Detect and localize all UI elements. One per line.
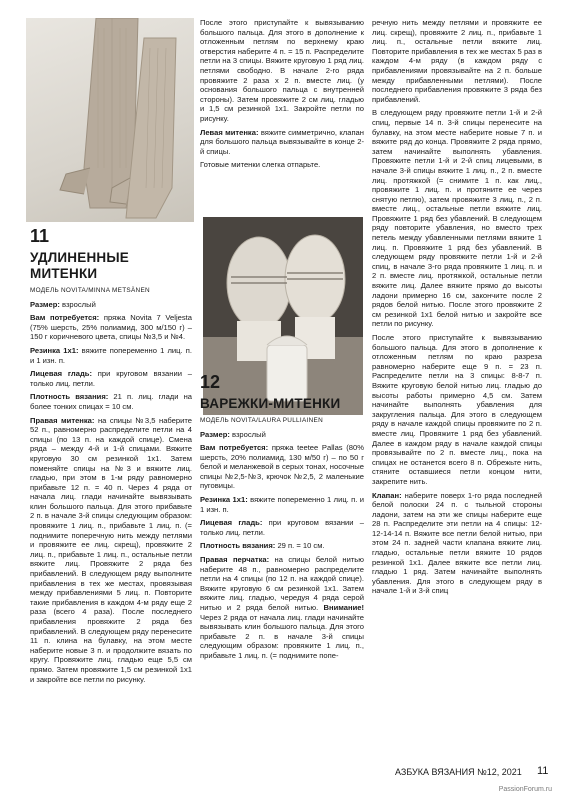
right-glove-value: на спицы белой нитью наберите 48 п., равномерно распределите петли на 4 спицы (по 12 п. на каждой спице). Вяжите круговую 6 см резинкой 1х1. Затем вяжите лиц. гладью, чередуя 4 ряда серой нитью и 2 ряда белой нитью. bbox=[200, 555, 364, 612]
attention-value: Через 2 ряда от начала лиц. глади начинайте вывязывать клин большого пальца. Для этого прибавьте 2 п. в начале 3-й спицы следующим образом: провяжите 1 лиц. п., прибавьте 1 лиц. п. (= поднимите попе- bbox=[200, 612, 364, 660]
right-mitten-label: Правая митенка: bbox=[30, 415, 95, 425]
mittens-illustration bbox=[26, 18, 194, 222]
left-mitten-paragraph bbox=[200, 128, 364, 157]
thumb-paragraph-12: После этого приступайте к вывязыванию большого пальца. Для этого в дополнение к отложенным петлям по краю разреза равномерно наберите еще 9 п. = 23 п. Распределите петли на 3 спицы: 8-8-7 п. Вяжите круговую белой нитью лиц. гладью до высоты работы примерно 4,5 см. Затем начинайте выполнять убавления для закругления пальца. Для этого в следующем ряду в начале каждой спицы провяжите по 2 п. вместе лиц. Провяжите 1 ряд без убавлений. Далее в каждом ряду в начале каждой спицы провязывайте по 2 п. вместе лиц., пока на спицах не останется всего 8 п. Обрежьте нить, стяните оставшиеся петли концом нити, закрепите нить. bbox=[372, 333, 542, 486]
column-1 bbox=[30, 226, 192, 688]
rib-paragraph bbox=[30, 346, 192, 365]
requirements-paragraph bbox=[30, 313, 192, 342]
size-value-12: взрослый bbox=[232, 429, 266, 439]
flap-value: наберите поверх 1-го ряда последней белой полоски 24 п. с тыльной стороны ладони, затем на эти же спицы наберите еще 28 п. Распределите эти петли на 4 спицы: 12-12-14-14 п. Вяжите все петли белой нитью, при этом 24 п. задней части клапана вяжите лиц. гладью, остальные петли вяжите 10 рядов резинкой 1х1. Далее вяжите все петли лиц. гладью 1 ряд. Затем начинайте выполнять убавления. Для этого в следующем ряду в начале 1-й и 3-й спиц bbox=[372, 490, 542, 596]
density-value: 21 п. лиц. глади на более тонких спицах = 10 см. bbox=[30, 392, 192, 411]
rib-label: Резинка 1х1: bbox=[30, 345, 79, 355]
pattern-number-12: 12 bbox=[200, 371, 221, 392]
left-mitten-value: вяжите симметрично, клапан для большого пальца вывязывайте в конце 2-й спицы. bbox=[200, 127, 364, 156]
density-label: Плотность вязания: bbox=[30, 392, 109, 402]
decrease-paragraph: В следующем ряду провяжите петли 1-й и 2-й спиц, первые 14 п. 3-й спицы перенесите на булавку, на этом месте наберите новые 7 п. и вяжите ряд до конца. Провяжите 2 ряда прямо, затем начинайте выполнять убавления. Провяжите петли 1-й и 2-й спиц лицевыми, в начале 3-й спицы вяжите 1 лиц. п., 2 п. вместе лиц. протяжкой (= снимите 1 п. как лиц., провяжите 1 лиц. п. и протяните ее через снятую петлю), затем провяжите 3 лиц. п., 2 п. вместе лиц., остальные петли вяжите лиц. Провяжите 1 ряд без убавлений. В следующем ряду повторите убавления, но вместо трех петель между убавленными петлями вяжите 1 лиц. п. Провяжите 1 ряд без убавлений. В следующем ряду провяжите петли 1-й и 2-й спиц, в начале 3-го ряда провяжите 1 лиц. п. и 2 п. вместе лиц. протяжкой, остальные петли вяжите лиц. Далее вяжите прямо до высоты ладони примерно 16 см, закончите после 2 рядов белой нитью. После этого провяжите 2 см резинкой 1х1 белой нитью и закройте все петли по рисунку. bbox=[372, 108, 542, 329]
rib-label-12: Резинка 1х1: bbox=[200, 495, 248, 505]
photo-spacer bbox=[200, 174, 364, 372]
density-paragraph bbox=[30, 392, 192, 411]
requirements-paragraph-12 bbox=[200, 443, 364, 491]
stockinette-paragraph-12 bbox=[200, 518, 364, 537]
stockinette-value-12: при круговом вязании – только лиц. петли. bbox=[200, 518, 364, 537]
requirements-value: пряжа Novita 7 Veljesta (75% шерсть, 25% полиамид, 300 м/150 г) – 150 г коричневого цвета, спицы №3,5 и №4. bbox=[30, 313, 192, 342]
column-3 bbox=[372, 18, 542, 600]
rib-paragraph-12 bbox=[200, 495, 364, 514]
watermark: PassionForum.ru bbox=[498, 786, 552, 793]
stockinette-value: при круговом вязании – только лиц. петли. bbox=[30, 369, 192, 388]
pattern-title-11: УДЛИНЕННЫЕ МИТЕНКИ bbox=[30, 250, 129, 281]
density-label-12: Плотность вязания: bbox=[200, 541, 276, 551]
pattern-title-12: ВАРЕЖКИ-МИТЕНКИ bbox=[200, 395, 341, 411]
left-mitten-label: Левая митенка: bbox=[200, 127, 259, 137]
size-paragraph-12 bbox=[200, 430, 364, 440]
right-mitten-paragraph bbox=[30, 416, 192, 685]
pattern-model-11: МОДЕЛЬ NOVITA/MINNA METSÄNEN bbox=[30, 287, 150, 294]
finishing-paragraph: Готовые митенки слегка отпарьте. bbox=[200, 160, 321, 170]
right-mitten-value: на спицы №3,5 наберите 52 п., равномерно распределите петли на 4 спицы (по 13 п. на каждой спице). Смена ряда – между 4-й и 1-й спицами. Вяжите круговую 30 см резинкой 1х1. Затем поменяйте спицы на №3 и вяжите лиц. гладью, при этом в 1-м ряду равномерно прибавьте 12 п. = 40 п. Через 4 ряда от начала лиц. глади начинайте вывязывать клин большого пальца. Для этого прибавьте 2 п. в начале 3-й спицы следующим образом: провяжите 1 лиц. п., прибавьте 1 лиц. п. (= поднимите поперечную нить между петлями и провяжите ее лиц. скрещ), провяжите 2 лиц. п., прибавьте 1 лиц. п., остальные петли вяжите лиц. Провяжите 2 ряда без прибавлений. В следующем ряду выполните прибавления в тех же местах, провязывая между прибавлениями 5 лиц. п. Повторите такие прибавления в каждом 4-м ряду еще 2 раза (всего 4 раза). После последнего прибавления провяжите 2 ряда без прибавлений. В следующем ряду перенесите 11 п. клина на булавку, на этом месте наберите новые 3 п. и продолжите вязать по кругу. Провяжите лиц. гладью еще 5,5 см прямо. Затем провяжите 1,5 см резинкой 1х1 и закройте все петли по рисунку. bbox=[30, 415, 192, 684]
size-label-12: Размер: bbox=[200, 429, 230, 439]
stockinette-paragraph bbox=[30, 369, 192, 388]
stockinette-label: Лицевая гладь: bbox=[30, 369, 92, 379]
pattern-number-11: 11 bbox=[30, 226, 50, 246]
requirements-label: Вам потребуется: bbox=[30, 313, 100, 323]
rib-value: вяжите попеременно 1 лиц. п. и 1 изн. п. bbox=[30, 345, 192, 365]
size-value: взрослый bbox=[62, 299, 96, 309]
size-label: Размер: bbox=[30, 299, 60, 309]
size-paragraph bbox=[30, 300, 192, 310]
requirements-value-12: пряжа teetee Pallas (80% шерсть, 20% полиамид, 130 м/50 г) – по 50 г белой и меланжевой в серых тонах, носочные спицы №2,5-№3, крючок №2,5, 2 маленькие пуговицы. bbox=[200, 443, 364, 491]
magazine-footer: АЗБУКА ВЯЗАНИЯ №12, 2021 bbox=[395, 767, 522, 777]
density-value-12: 29 п. = 10 см. bbox=[277, 541, 325, 551]
requirements-label-12: Вам потребуется: bbox=[200, 443, 269, 453]
flap-paragraph bbox=[372, 491, 542, 597]
flap-label: Клапан: bbox=[372, 490, 402, 500]
density-paragraph-12 bbox=[200, 541, 364, 551]
attention-label: Внимание! bbox=[323, 603, 364, 612]
increase-paragraph: речную нить между петлями и провяжите ее лиц. скрещ), провяжите 2 лиц. п., прибавьте 1 лиц. п., остальные петли вяжите лиц. Повторите прибавления в тех же местах 5 раз в каждом 4-м ряду (в каждом ряду с прибавлениями провязывайте на 2 п. больше между прибавленными петлями). После последнего прибавления провяжите 3 ряда без прибавлений. bbox=[372, 18, 542, 104]
right-glove-paragraph bbox=[200, 555, 364, 661]
stockinette-label-12: Лицевая гладь: bbox=[200, 518, 263, 528]
page-number: 11 bbox=[537, 765, 549, 777]
column-2 bbox=[200, 18, 364, 665]
pattern-model-12: МОДЕЛЬ NOVITA/LAURA PULLIAINEN bbox=[200, 416, 324, 424]
photo-long-mittens bbox=[26, 18, 194, 222]
right-glove-label: Правая перчатка: bbox=[200, 555, 270, 565]
rib-value-12: вяжите попеременно 1 лиц. п. и 1 изн. п. bbox=[200, 495, 364, 514]
thumb-paragraph: После этого приступайте к вывязыванию большого пальца. Для этого в дополнение к отложенным петлям по верхнему краю отверстия наберите 4 п. = 15 п. Распределите петли на 3 спицы. Вяжите круговую 1 ряд лиц. петлями свободно. В начале 2-го ряда провяжите 2 раза х 2 п. вместе лиц. (у основания большого пальца с внутренней стороны). Затем провяжите 2 см лиц. гладью и 1,5 см резинкой 1х1. Закройте петли по рисунку. bbox=[200, 18, 364, 123]
